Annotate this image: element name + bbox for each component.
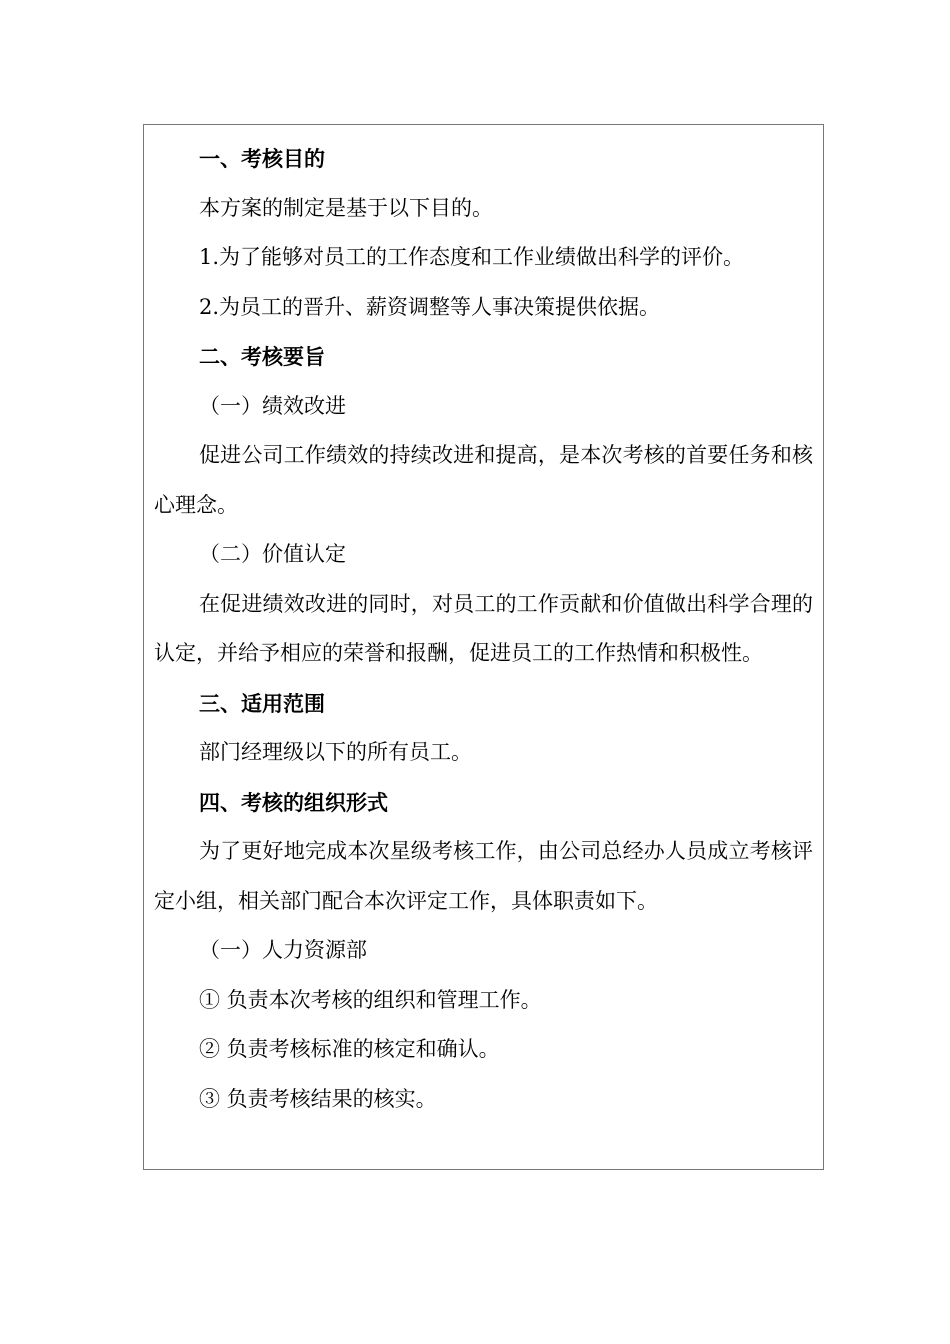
scope-text: 部门经理级以下的所有员工。 [199,740,472,764]
hr-duty-2: ② 负责考核标准的核定和确认。 [199,1037,500,1061]
hr-duty-1: ① 负责本次考核的组织和管理工作。 [199,987,542,1012]
section-heading-scope: 三、适用范围 [199,690,325,716]
subheading-value-recognition: （二）价值认定 [199,542,346,566]
organization-text: 为了更好地完成本次星级考核工作，由公司总经办人员成立考核评定小组，相关部门配合本次评定工作，具体职责如下。 [154,839,813,913]
value-recognition-text: 在促进绩效改进的同时，对员工的工作贡献和价值做出科学合理的认定，并给予相应的荣誉和报酬，促进员工的工作热情和积极性。 [154,591,813,665]
subheading-performance-improvement: （一）绩效改进 [199,393,346,418]
document-frame [143,124,824,1170]
hr-duty-3: ③ 负责考核结果的核实。 [199,1086,437,1111]
section-heading-purpose: 一、考核目的 [199,146,325,171]
section-heading-organization: 四、考核的组织形式 [199,789,388,815]
purpose-item-2: 2.为员工的晋升、薪资调整等人事决策提供依据。 [199,294,661,319]
performance-improvement-text: 促进公司工作绩效的持续改进和提高，是本次考核的首要任务和核心理念。 [154,443,813,517]
purpose-intro: 本方案的制定是基于以下目的。 [199,195,493,220]
subheading-hr-department: （一）人力资源部 [199,938,367,962]
section-heading-principles: 二、考核要旨 [199,344,325,369]
purpose-item-1: 1.为了能够对员工的工作态度和工作业绩做出科学的评价。 [199,245,745,269]
